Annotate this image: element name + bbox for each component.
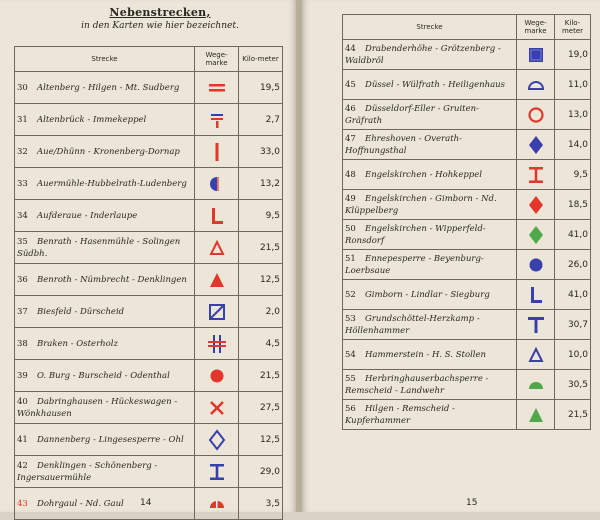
route-name-cell <box>15 72 195 104</box>
box-slash-blue-trail-marker-icon <box>195 296 239 328</box>
route-name: Ehreshoven - Overath-Hoffnungsthal <box>345 133 463 156</box>
dot-blue-trail-marker-icon <box>517 250 555 280</box>
distance-km: 14,0 <box>555 130 591 160</box>
table-row <box>343 280 591 310</box>
route-name: Aue/Dhünn - Kronenberg-Dornap <box>37 146 180 157</box>
table-row <box>343 70 591 100</box>
half-circle-blue-trail-marker-icon <box>195 168 239 200</box>
route-name: Engelskirchen - Wipperfeld-Ronsdorf <box>345 223 486 246</box>
route-name-cell <box>15 168 195 200</box>
route-name: Herbringhauserbachsperre - Remscheid - Landwehr <box>345 373 489 396</box>
route-number: 35 <box>17 236 28 247</box>
tri-filled-red-trail-marker-icon <box>195 264 239 296</box>
table-row <box>15 328 283 360</box>
route-number: 40 <box>17 396 28 407</box>
route-number: 42 <box>17 460 28 471</box>
route-name-cell <box>15 328 195 360</box>
column-header-marks: Wege-marke <box>517 15 555 40</box>
route-name-cell <box>343 40 517 70</box>
distance-km: 21,5 <box>555 400 591 430</box>
eq-bar-blue-red-trail-marker-icon <box>195 104 239 136</box>
table-row <box>343 400 591 430</box>
route-number: 32 <box>17 146 28 157</box>
column-header-route: Strecke <box>15 47 195 72</box>
distance-km: 9,5 <box>555 160 591 190</box>
route-name-cell <box>343 310 517 340</box>
distance-km: 10,0 <box>555 340 591 370</box>
route-name-cell <box>343 100 517 130</box>
table-row <box>15 456 283 488</box>
route-number: 48 <box>345 169 356 180</box>
route-name: O. Burg - Burscheid - Odenthal <box>37 370 170 381</box>
route-number: 33 <box>17 178 28 189</box>
route-number: 41 <box>17 434 28 445</box>
route-name-cell <box>15 296 195 328</box>
route-number: 37 <box>17 306 28 317</box>
route-name: Engelskirchen - Hohkeppel <box>365 169 482 180</box>
route-name-cell <box>343 220 517 250</box>
route-name: Auermühle-Hubbelrath-Ludenberg <box>37 178 187 189</box>
distance-km: 33,0 <box>239 136 283 168</box>
x-red-trail-marker-icon <box>195 392 239 424</box>
square-blue-trail-marker-icon <box>517 40 555 70</box>
table-row <box>343 220 591 250</box>
distance-km: 18,5 <box>555 190 591 220</box>
tri-outline-blue-trail-marker-icon <box>517 340 555 370</box>
table-row <box>343 250 591 280</box>
route-name: Braken - Osterholz <box>37 338 118 349</box>
L-blue-trail-marker-icon <box>517 280 555 310</box>
diamond-filled-blue-trail-marker-icon <box>517 130 555 160</box>
column-header-marks: Wege-marke <box>195 47 239 72</box>
routes-table-left <box>14 46 283 520</box>
table-row <box>343 100 591 130</box>
distance-km: 9,5 <box>239 200 283 232</box>
route-name-cell <box>15 136 195 168</box>
hash-mixed-trail-marker-icon <box>195 328 239 360</box>
page-number: 14 <box>140 498 152 508</box>
page-title: Nebenstrecken, <box>109 6 211 19</box>
route-number: 45 <box>345 79 356 90</box>
route-name: Hilgen - Remscheid - Kupferhammer <box>345 403 455 426</box>
distance-km: 13,0 <box>555 100 591 130</box>
distance-km: 21,5 <box>239 232 283 264</box>
table-row <box>15 392 283 424</box>
half-circle-outline-blue-trail-marker-icon <box>517 70 555 100</box>
table-row <box>15 360 283 392</box>
route-number: 36 <box>17 274 28 285</box>
distance-km: 11,0 <box>555 70 591 100</box>
route-name: Denklingen - Schönenberg - Ingersauermühle <box>17 460 158 483</box>
route-number: 51 <box>345 253 356 264</box>
distance-km: 29,0 <box>239 456 283 488</box>
route-name: Düsseldorf-Eller - Gruiten-Gräfrath <box>345 103 479 126</box>
distance-km: 3,5 <box>239 488 283 520</box>
column-header-km: Kilo-meter <box>239 47 283 72</box>
routes-table-right <box>342 14 591 430</box>
right-page <box>302 0 600 512</box>
route-name-cell <box>15 200 195 232</box>
distance-km: 27,5 <box>239 392 283 424</box>
route-name: Dohrgaul - Nd. Gaul <box>37 498 124 509</box>
route-name-cell <box>15 392 195 424</box>
route-name-cell <box>343 70 517 100</box>
table-row <box>343 190 591 220</box>
table-row <box>343 130 591 160</box>
column-header-km: Kilo-meter <box>555 15 591 40</box>
route-name-cell <box>15 488 195 520</box>
page-subtitle: in den Karten wie hier bezeichnet. <box>81 21 239 31</box>
distance-km: 12,5 <box>239 264 283 296</box>
route-name: Altenberg - Hilgen - Mt. Sudberg <box>37 82 180 93</box>
route-name: Drabenderhöhe - Grötzenberg - Waldbröl <box>345 43 501 66</box>
route-number: 31 <box>17 114 28 125</box>
route-name: Engelskirchen - Gimborn - Nd. Klüppelberg <box>345 193 497 216</box>
tri-outline-red-trail-marker-icon <box>195 232 239 264</box>
route-name-cell <box>15 456 195 488</box>
table-row <box>343 40 591 70</box>
half-circle-green-trail-marker-icon <box>517 370 555 400</box>
I-red-trail-marker-icon <box>517 160 555 190</box>
table-row <box>15 168 283 200</box>
distance-km: 41,0 <box>555 220 591 250</box>
distance-km: 19,5 <box>239 72 283 104</box>
route-number: 46 <box>345 103 356 114</box>
route-name-cell <box>343 370 517 400</box>
page-number: 15 <box>466 498 478 508</box>
table-row <box>15 72 283 104</box>
L-red-trail-marker-icon <box>195 200 239 232</box>
distance-km: 30,5 <box>555 370 591 400</box>
distance-km: 26,0 <box>555 250 591 280</box>
route-name-cell <box>15 360 195 392</box>
route-name-cell <box>343 280 517 310</box>
route-number: 54 <box>345 349 356 360</box>
table-row <box>343 310 591 340</box>
table-row <box>15 200 283 232</box>
table-row <box>343 340 591 370</box>
route-name-cell <box>343 400 517 430</box>
route-name: Ennepesperre - Beyenburg-Loerbsaue <box>345 253 484 276</box>
column-header-route: Strecke <box>343 15 517 40</box>
route-name: Benroth - Nümbrecht - Denklingen <box>37 274 187 285</box>
table-row <box>15 136 283 168</box>
vbar-red-trail-marker-icon <box>195 136 239 168</box>
route-number: 53 <box>345 313 356 324</box>
I-blue-trail-marker-icon <box>195 456 239 488</box>
T-blue-trail-marker-icon <box>517 310 555 340</box>
distance-km: 2,0 <box>239 296 283 328</box>
route-number: 52 <box>345 289 356 300</box>
table-row <box>343 370 591 400</box>
double-bar-red-trail-marker-icon <box>195 72 239 104</box>
route-name: Benrath - Hasenmühle - Solingen Südbh. <box>17 236 181 259</box>
distance-km: 41,0 <box>555 280 591 310</box>
diamond-filled-green-trail-marker-icon <box>517 220 555 250</box>
dot-red-trail-marker-icon <box>195 360 239 392</box>
route-number: 55 <box>345 373 356 384</box>
route-name: Aufderaue - Inderlaupe <box>37 210 138 221</box>
route-name: Düssel - Wülfrath - Heiligenhaus <box>365 79 505 90</box>
diamond-filled-red-trail-marker-icon <box>517 190 555 220</box>
route-number: 43 <box>17 498 28 509</box>
route-name-cell <box>343 250 517 280</box>
route-name-cell <box>343 340 517 370</box>
route-name: Grundschöttel-Herzkamp - Höllenhammer <box>345 313 480 336</box>
route-name-cell <box>15 104 195 136</box>
route-name-cell <box>15 264 195 296</box>
route-name-cell <box>343 190 517 220</box>
circle-outline-red-trail-marker-icon <box>517 100 555 130</box>
tri-filled-green-trail-marker-icon <box>517 400 555 430</box>
table-row <box>343 160 591 190</box>
route-number: 30 <box>17 82 28 93</box>
distance-km: 2,7 <box>239 104 283 136</box>
table-row <box>15 264 283 296</box>
route-name: Biesfeld - Dürscheid <box>37 306 125 317</box>
route-number: 39 <box>17 370 28 381</box>
route-name: Gimborn - Lindlar - Siegburg <box>365 289 490 300</box>
route-number: 49 <box>345 193 356 204</box>
route-number: 50 <box>345 223 356 234</box>
route-number: 38 <box>17 338 28 349</box>
route-name-cell <box>343 130 517 160</box>
route-number: 47 <box>345 133 356 144</box>
distance-km: 4,5 <box>239 328 283 360</box>
route-number: 56 <box>345 403 356 414</box>
route-name-cell <box>343 160 517 190</box>
table-row <box>15 232 283 264</box>
route-number: 44 <box>345 43 356 54</box>
route-name: Dannenberg - Lingesesperre - Ohl <box>37 434 184 445</box>
route-name: Dabringhausen - Hückeswagen - Wönkhausen <box>17 396 178 419</box>
distance-km: 19,0 <box>555 40 591 70</box>
left-page <box>0 0 296 512</box>
route-name: Altenbrück - Immekeppel <box>37 114 147 125</box>
route-name-cell <box>15 232 195 264</box>
half-circle-red-trail-marker-icon <box>195 488 239 520</box>
distance-km: 21,5 <box>239 360 283 392</box>
route-name: Hammerstein - H. S. Stollen <box>365 349 487 360</box>
table-row <box>15 104 283 136</box>
table-row <box>15 424 283 456</box>
table-row <box>15 296 283 328</box>
distance-km: 12,5 <box>239 424 283 456</box>
distance-km: 13,2 <box>239 168 283 200</box>
diamond-outline-blue-trail-marker-icon <box>195 424 239 456</box>
route-number: 34 <box>17 210 28 221</box>
route-name-cell <box>15 424 195 456</box>
distance-km: 30,7 <box>555 310 591 340</box>
